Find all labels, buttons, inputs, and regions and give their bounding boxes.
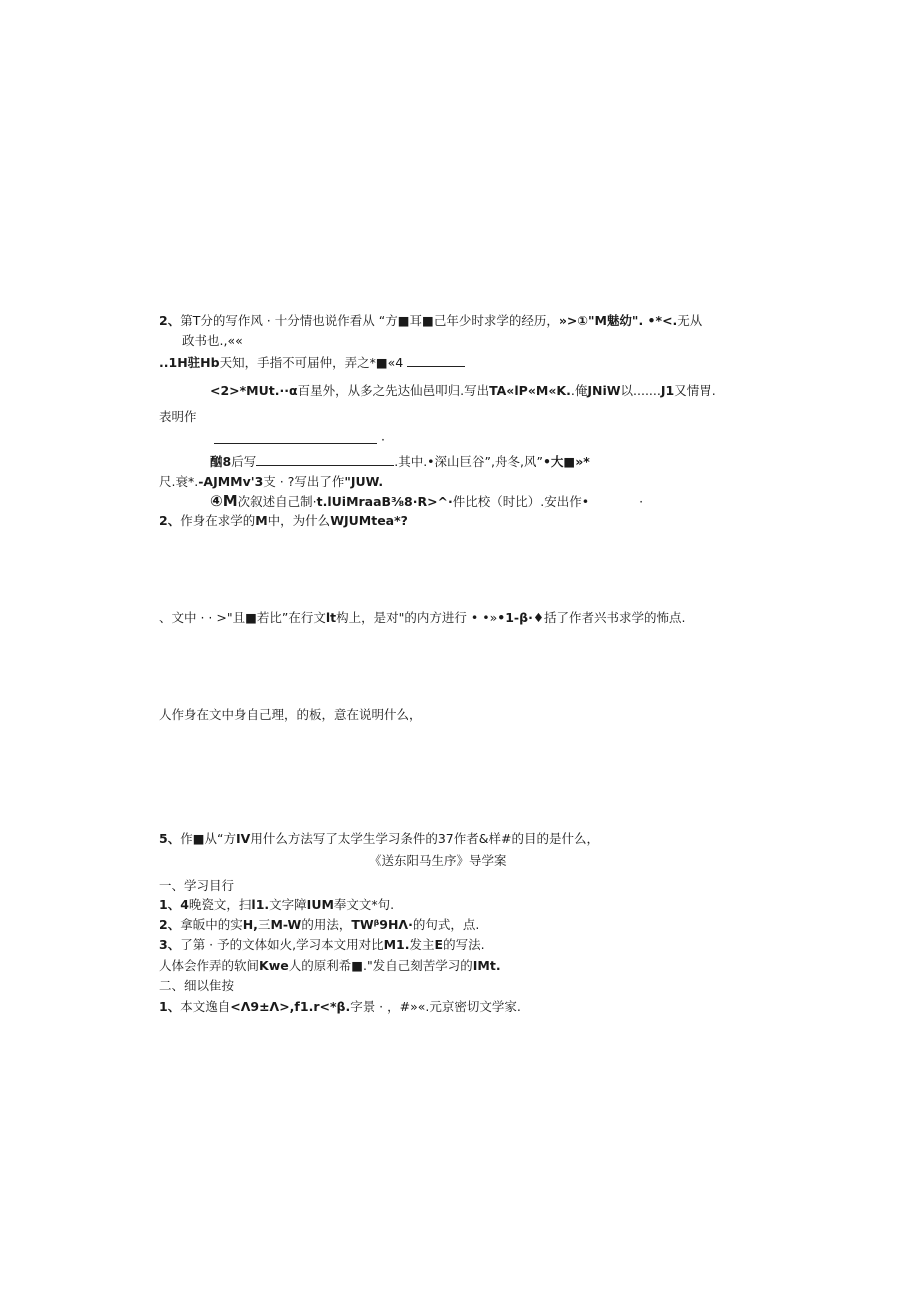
goal-1-number: 1、 xyxy=(159,897,181,912)
answer-blank[interactable] xyxy=(214,430,377,444)
background-1-code: <Λ9±Λ>,f1.r<*β. xyxy=(230,999,351,1014)
q2-line-8 xyxy=(159,473,383,491)
q2-text-1c: 无从 xyxy=(677,313,703,328)
q3-line xyxy=(159,609,686,627)
goal-3-rest: 发主 xyxy=(409,937,435,952)
answer-blank[interactable] xyxy=(407,353,465,367)
background-1-text: 本文逸自 xyxy=(180,999,231,1014)
q2-garbled-8b: -AJMMv'3 xyxy=(198,474,264,489)
q2b-text-2: 中，为什么 xyxy=(267,513,331,528)
q2-text-9b: 次叙述自己制· xyxy=(237,494,317,509)
q2-text-8c: 支 · ?写出了作 xyxy=(263,474,345,489)
goal-item-1 xyxy=(159,896,394,914)
q3-garbled-lt: lt xyxy=(325,610,337,625)
q3-text: 、文中 · · > xyxy=(159,610,227,625)
goal-1-rest: 晚瓷文，扫 xyxy=(188,897,252,912)
goal-2-rest-3: 的句式，点. xyxy=(412,917,480,932)
q2-number: 2、 xyxy=(159,313,181,328)
q2b-garbled-m: M xyxy=(255,513,268,528)
goal-4-code: Kwe xyxy=(259,958,289,973)
goal-item-2 xyxy=(159,916,479,934)
q2-line-7 xyxy=(210,452,590,471)
goal-3-text: 了第 · 予的文体如火,学习本文用对比 xyxy=(180,937,384,952)
q5-rest: 用什么方法写了太学生学习条件的37作者&样#的目的是什么， xyxy=(250,831,599,846)
heading-background: 二、细以隹按 xyxy=(159,978,235,993)
q5-text: 作■从“方 xyxy=(180,831,236,846)
q2-garbled-7a: 酗8 xyxy=(210,454,232,469)
goal-2-code-2: M-W xyxy=(270,917,302,932)
goal-4-rest: 人的原利希■."发自己刻苦学习的 xyxy=(288,958,473,973)
q2b-line xyxy=(159,512,408,530)
q5-number: 5、 xyxy=(159,831,181,846)
q2-garbled-9c: t.lUiMraaB⅜8·R>^· xyxy=(316,494,453,509)
q2-garbled-1: »>①"M魅幼". •*<. xyxy=(558,313,678,328)
q3-rest-2: 括了作者兴书求学的怖点. xyxy=(544,610,686,625)
background-item-1 xyxy=(159,998,521,1016)
goal-1-rest-3: 奉文文*句. xyxy=(333,897,395,912)
q2-garbled-7d: •大■»* xyxy=(542,454,590,469)
goal-2-code: H, xyxy=(242,917,258,932)
q2-text-4d: .俺 xyxy=(570,383,588,398)
q5-garbled-iv: IV xyxy=(236,831,251,846)
goal-2-number: 2、 xyxy=(159,917,181,932)
q2-text-1: 第T分的写作风 · 十分情也说作看从 “方■耳■己年少时求学的经历， xyxy=(180,313,559,328)
q3-garbled-code: •1-β·♦ xyxy=(497,610,545,625)
background-1-number: 1、 xyxy=(159,999,181,1014)
q3-quote: "且■若比”在行文 xyxy=(226,610,326,625)
q2-dot-6: · xyxy=(380,432,385,447)
goal-1-text: 4 xyxy=(180,897,189,912)
q2-line-1 xyxy=(159,312,702,330)
q2-text-8a: 尺.衰*. xyxy=(159,474,199,489)
q2b-text: 作身在求学的 xyxy=(180,513,256,528)
q2-line-5: 表明作 xyxy=(159,409,197,424)
goal-1-rest-2: 文字障 xyxy=(269,897,307,912)
goal-2-code-3: TWᵝ9HΛ· xyxy=(351,917,413,932)
q2-garbled-9a: ④M xyxy=(210,492,238,510)
q2-garbled-3a: ..1H驻Hb xyxy=(159,355,220,370)
goal-item-3 xyxy=(159,936,485,954)
goal-2-rest: 三 xyxy=(257,917,271,932)
q2-garbled-4a: <2>*MUt.··α xyxy=(210,383,298,398)
q2-text-9d: 件比校（时比）.安出作• xyxy=(452,494,590,509)
q5-line xyxy=(159,830,599,848)
q2-text-7b: 后写 xyxy=(231,454,257,469)
q2-line-6 xyxy=(214,430,385,449)
q2-line-4 xyxy=(210,382,716,400)
goal-4-code-2: IMt. xyxy=(472,958,501,973)
goal-3-rest-2: 的写法. xyxy=(443,937,485,952)
answer-blank[interactable] xyxy=(256,452,394,466)
q2b-number: 2、 xyxy=(159,513,181,528)
goal-3-code-2: E xyxy=(434,937,444,952)
goal-2-text: 拿皈中的实 xyxy=(180,917,243,932)
study-guide-title: 《送东阳马生序》导学案 xyxy=(369,853,507,868)
goal-3-number: 3、 xyxy=(159,937,181,952)
q2-text-4b: 百星外，从多之先达仙邑叩归.写出 xyxy=(297,383,490,398)
q2-garbled-8d: "JUW. xyxy=(344,474,384,489)
goal-2-rest-2: 的用法， xyxy=(301,917,352,932)
q2-dot-9e: · xyxy=(639,494,644,509)
q2-text-4h: 又情胃. xyxy=(674,383,716,398)
background-1-rest: 字景 · ，#»«.元京密切文学家. xyxy=(350,999,521,1014)
goal-1-code-2: IUM xyxy=(306,897,334,912)
goal-4-text: 人体会作弄的软间 xyxy=(159,958,260,973)
q2b-garbled-tail: WJUMtea*? xyxy=(330,513,408,528)
q2-text-7c: .其中.•深山巨谷”,舟冬,风” xyxy=(394,454,543,469)
q2-garbled-4g: J1 xyxy=(660,383,675,398)
q2-text-4f: 以....... xyxy=(620,383,661,398)
goal-1-code: l1. xyxy=(251,897,270,912)
q2-garbled-4c: TA«lP«M«K. xyxy=(489,383,571,398)
q2-text-3: 天知，手指不可届仲，弄之*■«4 xyxy=(219,355,404,370)
goal-3-code: M1. xyxy=(383,937,410,952)
goal-item-4 xyxy=(159,957,501,975)
q2-line-9 xyxy=(210,492,643,511)
heading-learning-goals: 一、学习目行 xyxy=(159,878,235,893)
q4-line: 人作身在文中身自己理，的板，意在说明什么， xyxy=(159,707,422,722)
q2-line-2: 政书也.,«« xyxy=(182,333,243,348)
q3-rest: 构上，是对"的内方进行 • •» xyxy=(336,610,498,625)
q2-line-3 xyxy=(159,353,465,372)
q2-garbled-4e: JNiW xyxy=(587,383,621,398)
